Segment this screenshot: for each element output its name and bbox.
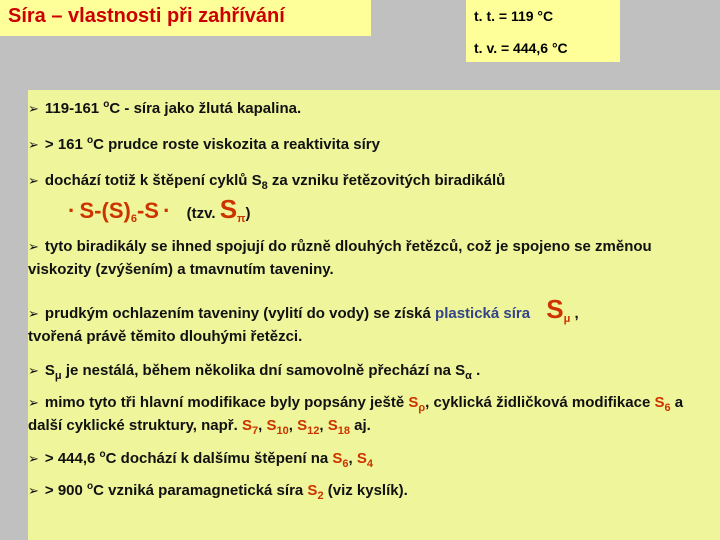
biradical-formula: · $S-(S)_6-S \cdot (tzv$. $S_\pi$) [68,194,251,225]
arrow-bullet-icon: ➢ [28,102,39,117]
melting-point: t. t. = 119 °C [474,8,554,24]
melting-boiling-box [466,0,620,62]
arrow-bullet-icon: ➢ [28,484,39,499]
arrow-bullet-icon: ➢ [28,396,39,411]
bullet-3: ➢ dochází totiž k štěpení cyklů $S_8$ za vzniku řetězovitých biradikálů [28,172,506,192]
bullet-6: ➢ $S_\mu$ je nestálá, během několika dní samovolně přechází na $S_\alpha$ . [28,362,481,382]
bullet-1: ➢ 119-161 $^o$C - síra jako žlutá kapalina. [28,99,302,117]
arrow-bullet-icon: ➢ [28,307,39,322]
arrow-bullet-icon: ➢ [28,364,39,379]
content-panel [28,90,720,540]
bullet-2: ➢ > 161 $^o$C prudce roste viskozita a reaktivita síry [28,135,380,153]
bullet-7: ➢ mimo tyto tři hlavní modifikace byly popsány ještě $S_\rho$, cyklická židličková modifikace $S_6$ a další cyklické struktury, např. $S_7$, $S_{10}$, $S_{12}$, $S_{18}$ aj. [28,394,684,437]
bullet-5: ➢ prudkým ochlazením taveniny (vylití do vody) se získá plastická síra $S_\mu$ , tvořená právě těmito dlouhými řetězci. [28,294,579,345]
bullet-8: ➢ > 444,6 $^o$C dochází k dalšímu štěpení na $S_6$, $S_4$ [28,449,374,470]
arrow-bullet-icon: ➢ [28,138,39,153]
title-box [0,0,371,36]
bullet-9: ➢ > 900 $^o$C vzniká paramagnetická síra $S_2$ (viz kyslík). [28,481,408,502]
arrow-bullet-icon: ➢ [28,174,39,189]
bullet-4: ➢ tyto biradikály se ihned spojují do různě dlouhých řetězců, což je spojeno se změnou viskozity (zvýšením) a tmavnutím taveniny. [28,238,652,278]
arrow-bullet-icon: ➢ [28,240,39,255]
page-title: Síra – vlastnosti při zahřívání [8,5,285,27]
arrow-bullet-icon: ➢ [28,452,39,467]
boiling-point: t. v. = 444,6 °C [474,40,568,56]
